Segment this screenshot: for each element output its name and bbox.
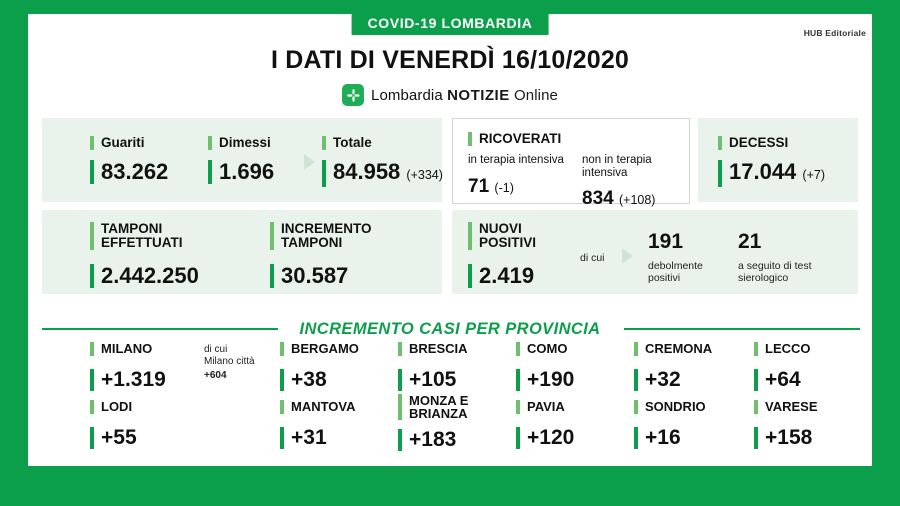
stat-nuovi-positivi-value: 2.419 xyxy=(468,264,578,288)
stat-ricoverati-label: RICOVERATI xyxy=(468,132,561,146)
province-lecco-name: LECCO xyxy=(754,342,864,356)
province-pavia xyxy=(516,400,626,449)
province-mantova-name: MANTOVA xyxy=(280,400,390,414)
poster-sheet xyxy=(28,14,872,466)
stat-decessi-delta: (+7) xyxy=(802,168,825,182)
stat-tamponi-effettuati-value: 2.442.250 xyxy=(90,264,230,288)
province-lecco xyxy=(754,342,864,391)
province-varese-name: VARESE xyxy=(754,400,864,414)
stat-decessi-label: DECESSI xyxy=(718,136,825,150)
stat-test-sierologico xyxy=(738,230,844,284)
stat-incremento-tamponi xyxy=(270,222,420,288)
brand-region: Lombardia xyxy=(371,86,443,104)
nuovi-positivi-di-cui: di cui xyxy=(580,252,605,264)
stat-debolmente-positivi-value: 191 xyxy=(648,230,684,253)
stat-tamponi-effettuati xyxy=(90,222,230,288)
stat-dimessi-label: Dimessi xyxy=(208,136,274,150)
page-title xyxy=(28,46,872,75)
stat-test-sierologico-value: 21 xyxy=(738,230,762,253)
province-lodi-name: LODI xyxy=(90,400,190,414)
province-brescia-name: BRESCIA xyxy=(398,342,508,356)
stat-tamponi-effettuati-label: TAMPONI EFFETTUATI xyxy=(90,222,230,250)
stat-incremento-tamponi-value: 30.587 xyxy=(270,264,420,288)
page-title-date: 16/10/2020 xyxy=(501,46,630,74)
stat-dimessi-value: 1.696 xyxy=(208,160,274,184)
stat-non-terapia-intensiva-delta: (+108) xyxy=(618,193,656,207)
province-cremona xyxy=(634,342,744,391)
province-monza-e-brianza xyxy=(398,394,498,451)
arrow-icon xyxy=(304,154,315,170)
province-sondrio-name: SONDRIO xyxy=(634,400,744,414)
province-lodi-value: +55 xyxy=(90,427,190,449)
milano-citta-note-line2: Milano città xyxy=(204,356,255,367)
arrow-icon-2 xyxy=(622,248,633,264)
province-bergamo-name: BERGAMO xyxy=(280,342,390,356)
milano-citta-note-line1: di cui xyxy=(204,344,228,355)
stat-totale-delta: (+334) xyxy=(406,168,443,182)
stat-guariti-label: Guariti xyxy=(90,136,168,150)
province-lodi xyxy=(90,400,190,449)
stat-debolmente-positivi-label: debolmente positivi xyxy=(648,260,703,284)
stat-non-terapia-intensiva-label: non in terapia intensiva xyxy=(582,154,652,179)
stat-terapia-intensiva-label: in terapia intensiva xyxy=(468,154,564,166)
stat-nuovi-positivi xyxy=(468,222,578,288)
stat-incremento-tamponi-label: INCREMENTO TAMPONI xyxy=(270,222,420,250)
province-milano xyxy=(90,342,190,391)
province-brescia-value: +105 xyxy=(398,369,508,391)
province-monza-e-brianza-value: +183 xyxy=(398,429,498,451)
province-monza-e-brianza-name: MONZA E BRIANZA xyxy=(398,394,498,420)
header-band xyxy=(28,14,872,38)
stat-totale-label: Totale xyxy=(322,136,443,150)
banner-title: COVID-19 LOMBARDIA xyxy=(352,12,549,35)
stat-totale-value xyxy=(322,160,443,187)
province-como-name: COMO xyxy=(516,342,626,356)
stat-test-sierologico-label: a seguito di test sierologico xyxy=(738,260,812,284)
stat-totale xyxy=(322,136,443,187)
province-cremona-value: +32 xyxy=(634,369,744,391)
stat-debolmente-positivi xyxy=(648,230,728,284)
province-como xyxy=(516,342,626,391)
stat-ricoverati-title xyxy=(468,132,561,146)
stat-guariti xyxy=(90,136,168,184)
province-varese-value: +158 xyxy=(754,427,864,449)
stat-totale-number: 84.958 xyxy=(333,159,401,184)
brand-text xyxy=(371,87,558,104)
province-varese xyxy=(754,400,864,449)
stat-terapia-intensiva-number: 71 xyxy=(468,175,490,197)
stat-non-terapia-intensiva xyxy=(582,154,686,212)
milano-citta-note xyxy=(204,344,274,382)
stat-decessi xyxy=(718,136,825,187)
stat-guariti-value: 83.262 xyxy=(90,160,168,184)
province-bergamo-value: +38 xyxy=(280,369,390,391)
brand-name: NOTIZIE xyxy=(447,86,510,104)
stat-terapia-intensiva-delta: (-1) xyxy=(494,180,514,195)
brand-lockup xyxy=(28,84,872,106)
province-cremona-name: CREMONA xyxy=(634,342,744,356)
province-milano-value: +1.319 xyxy=(90,369,190,391)
province-como-value: +190 xyxy=(516,369,626,391)
stat-dimessi xyxy=(208,136,274,184)
province-milano-name: MILANO xyxy=(90,342,190,356)
stat-nuovi-positivi-label: NUOVI POSITIVI xyxy=(468,222,578,250)
province-brescia xyxy=(398,342,508,391)
divider-right xyxy=(624,328,860,330)
milano-citta-note-value: +604 xyxy=(204,370,227,381)
province-bergamo xyxy=(280,342,390,391)
province-sondrio xyxy=(634,400,744,449)
brand-suffix: Online xyxy=(514,86,558,104)
stat-decessi-number: 17.044 xyxy=(729,159,797,184)
page-title-prefix: I DATI DI VENERDÌ xyxy=(270,46,502,74)
province-lecco-value: +64 xyxy=(754,369,864,391)
province-pavia-value: +120 xyxy=(516,427,626,449)
province-mantova-value: +31 xyxy=(280,427,390,449)
stat-terapia-intensiva xyxy=(468,154,568,200)
province-mantova xyxy=(280,400,390,449)
lombardia-rose-icon xyxy=(342,84,364,106)
province-pavia-name: PAVIA xyxy=(516,400,626,414)
stat-non-terapia-intensiva-value xyxy=(582,187,686,212)
stat-terapia-intensiva-value xyxy=(468,175,568,200)
stat-decessi-value xyxy=(718,160,825,187)
province-section-title: INCREMENTO CASI PER PROVINCIA xyxy=(299,320,601,338)
hub-editoriale-label: HUB Editoriale xyxy=(803,28,866,38)
stat-non-terapia-intensiva-number: 834 xyxy=(582,188,614,209)
province-sondrio-value: +16 xyxy=(634,427,744,449)
